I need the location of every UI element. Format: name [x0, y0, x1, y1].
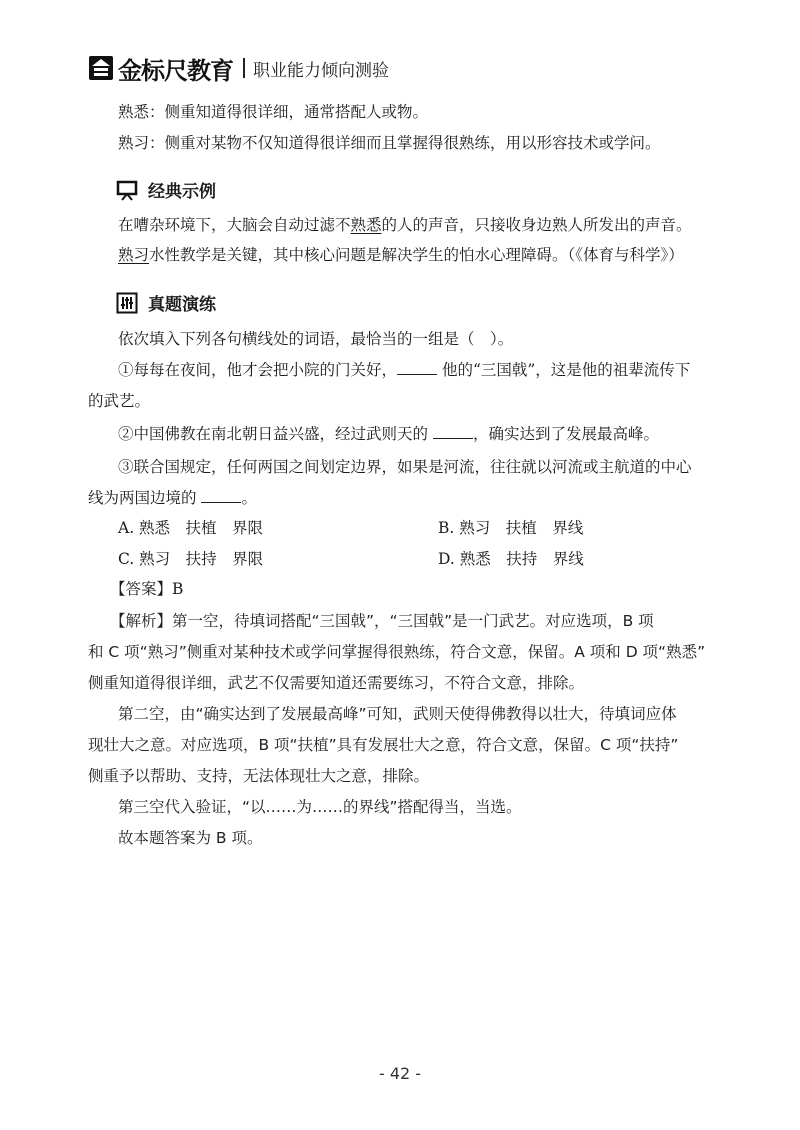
question-3-line-1: ③联合国规定，任何两国之间划定边界，如果是河流，往往就以河流或主航道的中心 [118, 458, 692, 476]
definition-2: 熟习：侧重对某物不仅知道得很详细而且掌握得很熟练，用以形容技术或学问。 [118, 134, 661, 152]
brand-name: 金标尺教育 [118, 56, 233, 85]
practice-title: 真题演练 [148, 295, 216, 315]
example-s1-pre: 在嘈杂环境下，大脑会自动过滤不 [118, 216, 351, 234]
example-s2-key: 熟习 [118, 246, 150, 264]
blank-1 [397, 362, 437, 375]
example-sentence-2 [118, 243, 684, 265]
q2-part-a: ②中国佛教在南北朝日益兴盛，经过武则天的 [118, 425, 429, 443]
example-s1-key: 熟悉 [350, 216, 382, 234]
example-title: 经典示例 [148, 182, 216, 202]
q1-part-a: ①每每在夜间，他才会把小院的门关好， [118, 361, 398, 379]
analysis-line-2: 和 C 项“熟习”侧重对某种技术或学问掌握得很熟练，符合文意，保留。A 项和 D 项“熟悉” [88, 643, 706, 661]
header-divider [243, 58, 245, 78]
q3-part-c: 。 [241, 489, 257, 507]
analysis-line-7: 第三空代入验证，“以……为……的界线”搭配得当，当选。 [118, 798, 522, 816]
logo-icon [88, 55, 114, 81]
analysis-line-6: 侧重予以帮助、支持，无法体现壮大之意，排除。 [88, 767, 430, 785]
example-sentence-1 [118, 213, 692, 235]
option-a: A. 熟悉 扶植 界限 [118, 519, 264, 537]
q2-part-b: ，确实达到了发展最高峰。 [472, 425, 659, 443]
practice-section-heading [116, 290, 216, 315]
blank-2 [433, 426, 473, 439]
question-1-line-1 [118, 358, 690, 380]
answer-label: 【答案】B [110, 580, 184, 598]
example-s2-post: 水性教学是关键，其中核心问题是解决学生的怕水心理障碍。（《体育与科学》） [149, 246, 684, 264]
question-stem: 依次填入下列各句横线处的词语，最恰当的一组是（ ）。 [118, 330, 514, 348]
page-number: - 42 - [378, 1064, 422, 1083]
equalizer-icon [116, 292, 138, 314]
question-2 [118, 422, 659, 444]
analysis-line-4: 第二空，由“确实达到了发展最高峰”可知，武则天使得佛教得以壮大，待填词应体 [118, 705, 677, 723]
example-s1-post: 的人的声音，只接收身边熟人所发出的声音。 [381, 216, 692, 234]
header-subtitle: 职业能力倾向测验 [253, 60, 389, 81]
presentation-board-icon [116, 179, 138, 201]
question-3-line-2 [88, 486, 257, 508]
option-d: D. 熟悉 扶持 界线 [438, 550, 584, 568]
analysis-line-3: 侧重知道得很详细，武艺不仅需要知道还需要练习，不符合文意，排除。 [88, 674, 585, 692]
question-1-line-2: 的武艺。 [88, 392, 151, 410]
q1-part-b: 他的“三国戟”，这是他的祖辈流传下 [441, 361, 691, 379]
definition-1: 熟悉：侧重知道得很详细，通常搭配人或物。 [118, 103, 429, 121]
blank-3 [201, 490, 241, 503]
option-c: C. 熟习 扶持 界限 [118, 550, 264, 568]
analysis-line-1: 【解析】第一空，待填词搭配“三国戟”，“三国戟”是一门武艺。对应选项，B 项 [110, 612, 654, 630]
option-b: B. 熟习 扶植 界线 [438, 519, 584, 537]
example-section-heading [116, 177, 216, 202]
page-header [88, 52, 389, 84]
q3-part-b: 线为两国边境的 [88, 489, 197, 507]
analysis-line-5: 现壮大之意。对应选项，B 项“扶植”具有发展壮大之意，符合文意，保留。C 项“扶持” [88, 736, 679, 754]
analysis-line-8: 故本题答案为 B 项。 [118, 829, 263, 847]
